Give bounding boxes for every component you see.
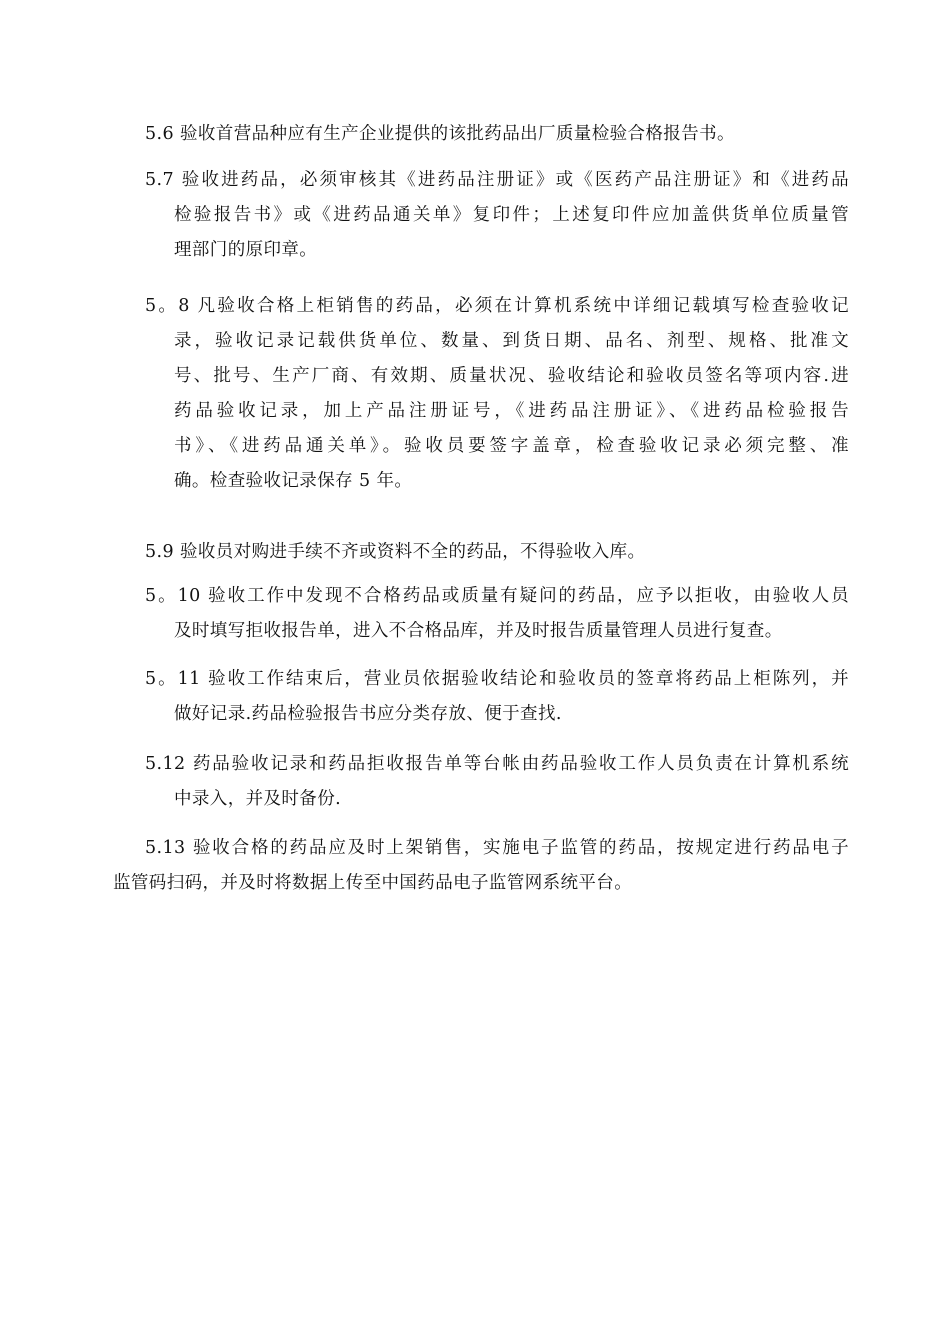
clause-line: 做好记录.药品检验报告书应分类存放、便于查找. <box>174 704 562 724</box>
clause-line: 确。检查验收记录保存 5 年。 <box>174 471 413 491</box>
clause-line: 5.6 验收首营品种应有生产企业提供的该批药品出厂质量检验合格报告书。 <box>145 124 735 144</box>
clause-line: 5.13 验收合格的药品应及时上架销售，实施电子监管的药品，按规定进行药品电子 <box>145 838 849 858</box>
clause-line: 检验报告书》或《进药品通关单》复印件；上述复印件应加盖供货单位质量管 <box>174 205 849 225</box>
clause-line: 5.12 药品验收记录和药品拒收报告单等台帐由药品验收工作人员负责在计算机系统 <box>145 754 849 774</box>
clause-5-10 <box>113 579 849 649</box>
clause-line: 5.7 验收进药品，必须审核其《进药品注册证》或《医药产品注册证》和《进药品 <box>145 170 849 190</box>
clause-line: 中录入，并及时备份. <box>174 789 342 809</box>
clause-5-7 <box>113 163 849 268</box>
clause-line: 录，验收记录记载供货单位、数量、到货日期、品名、剂型、规格、批准文 <box>174 331 849 351</box>
clause-line: 5。8 凡验收合格上柜销售的药品，必须在计算机系统中详细记载填写检查验收记 <box>145 296 849 316</box>
clause-line: 5.9 验收员对购进手续不齐或资料不全的药品，不得验收入库。 <box>145 542 646 562</box>
clause-5-9 <box>113 535 849 570</box>
clause-5-12 <box>113 747 849 817</box>
clause-5-13 <box>113 831 849 901</box>
clause-line: 5。11 验收工作结束后，营业员依据验收结论和验收员的签章将药品上柜陈列，并 <box>145 669 849 689</box>
clause-line: 理部门的原印章。 <box>174 240 318 260</box>
clause-line: 药品验收记录，加上产品注册证号，《进药品注册证》、《进药品检验报告 <box>174 401 849 421</box>
clause-line: 监管码扫码，并及时将数据上传至中国药品电子监管网系统平台。 <box>113 873 633 893</box>
clause-line: 及时填写拒收报告单，进入不合格品库，并及时报告质量管理人员进行复查。 <box>174 621 783 641</box>
clause-line: 书》、《进药品通关单》。验收员要签字盖章，检查验收记录必须完整、准 <box>174 436 849 456</box>
clause-5-8 <box>113 289 849 499</box>
clause-line: 5。10 验收工作中发现不合格药品或质量有疑问的药品，应予以拒收，由验收人员 <box>145 586 849 606</box>
clause-5-11 <box>113 662 849 732</box>
clause-5-6 <box>113 117 849 152</box>
clause-line: 号、批号、生产厂商、有效期、质量状况、验收结论和验收员签名等项内容.进 <box>174 366 849 386</box>
